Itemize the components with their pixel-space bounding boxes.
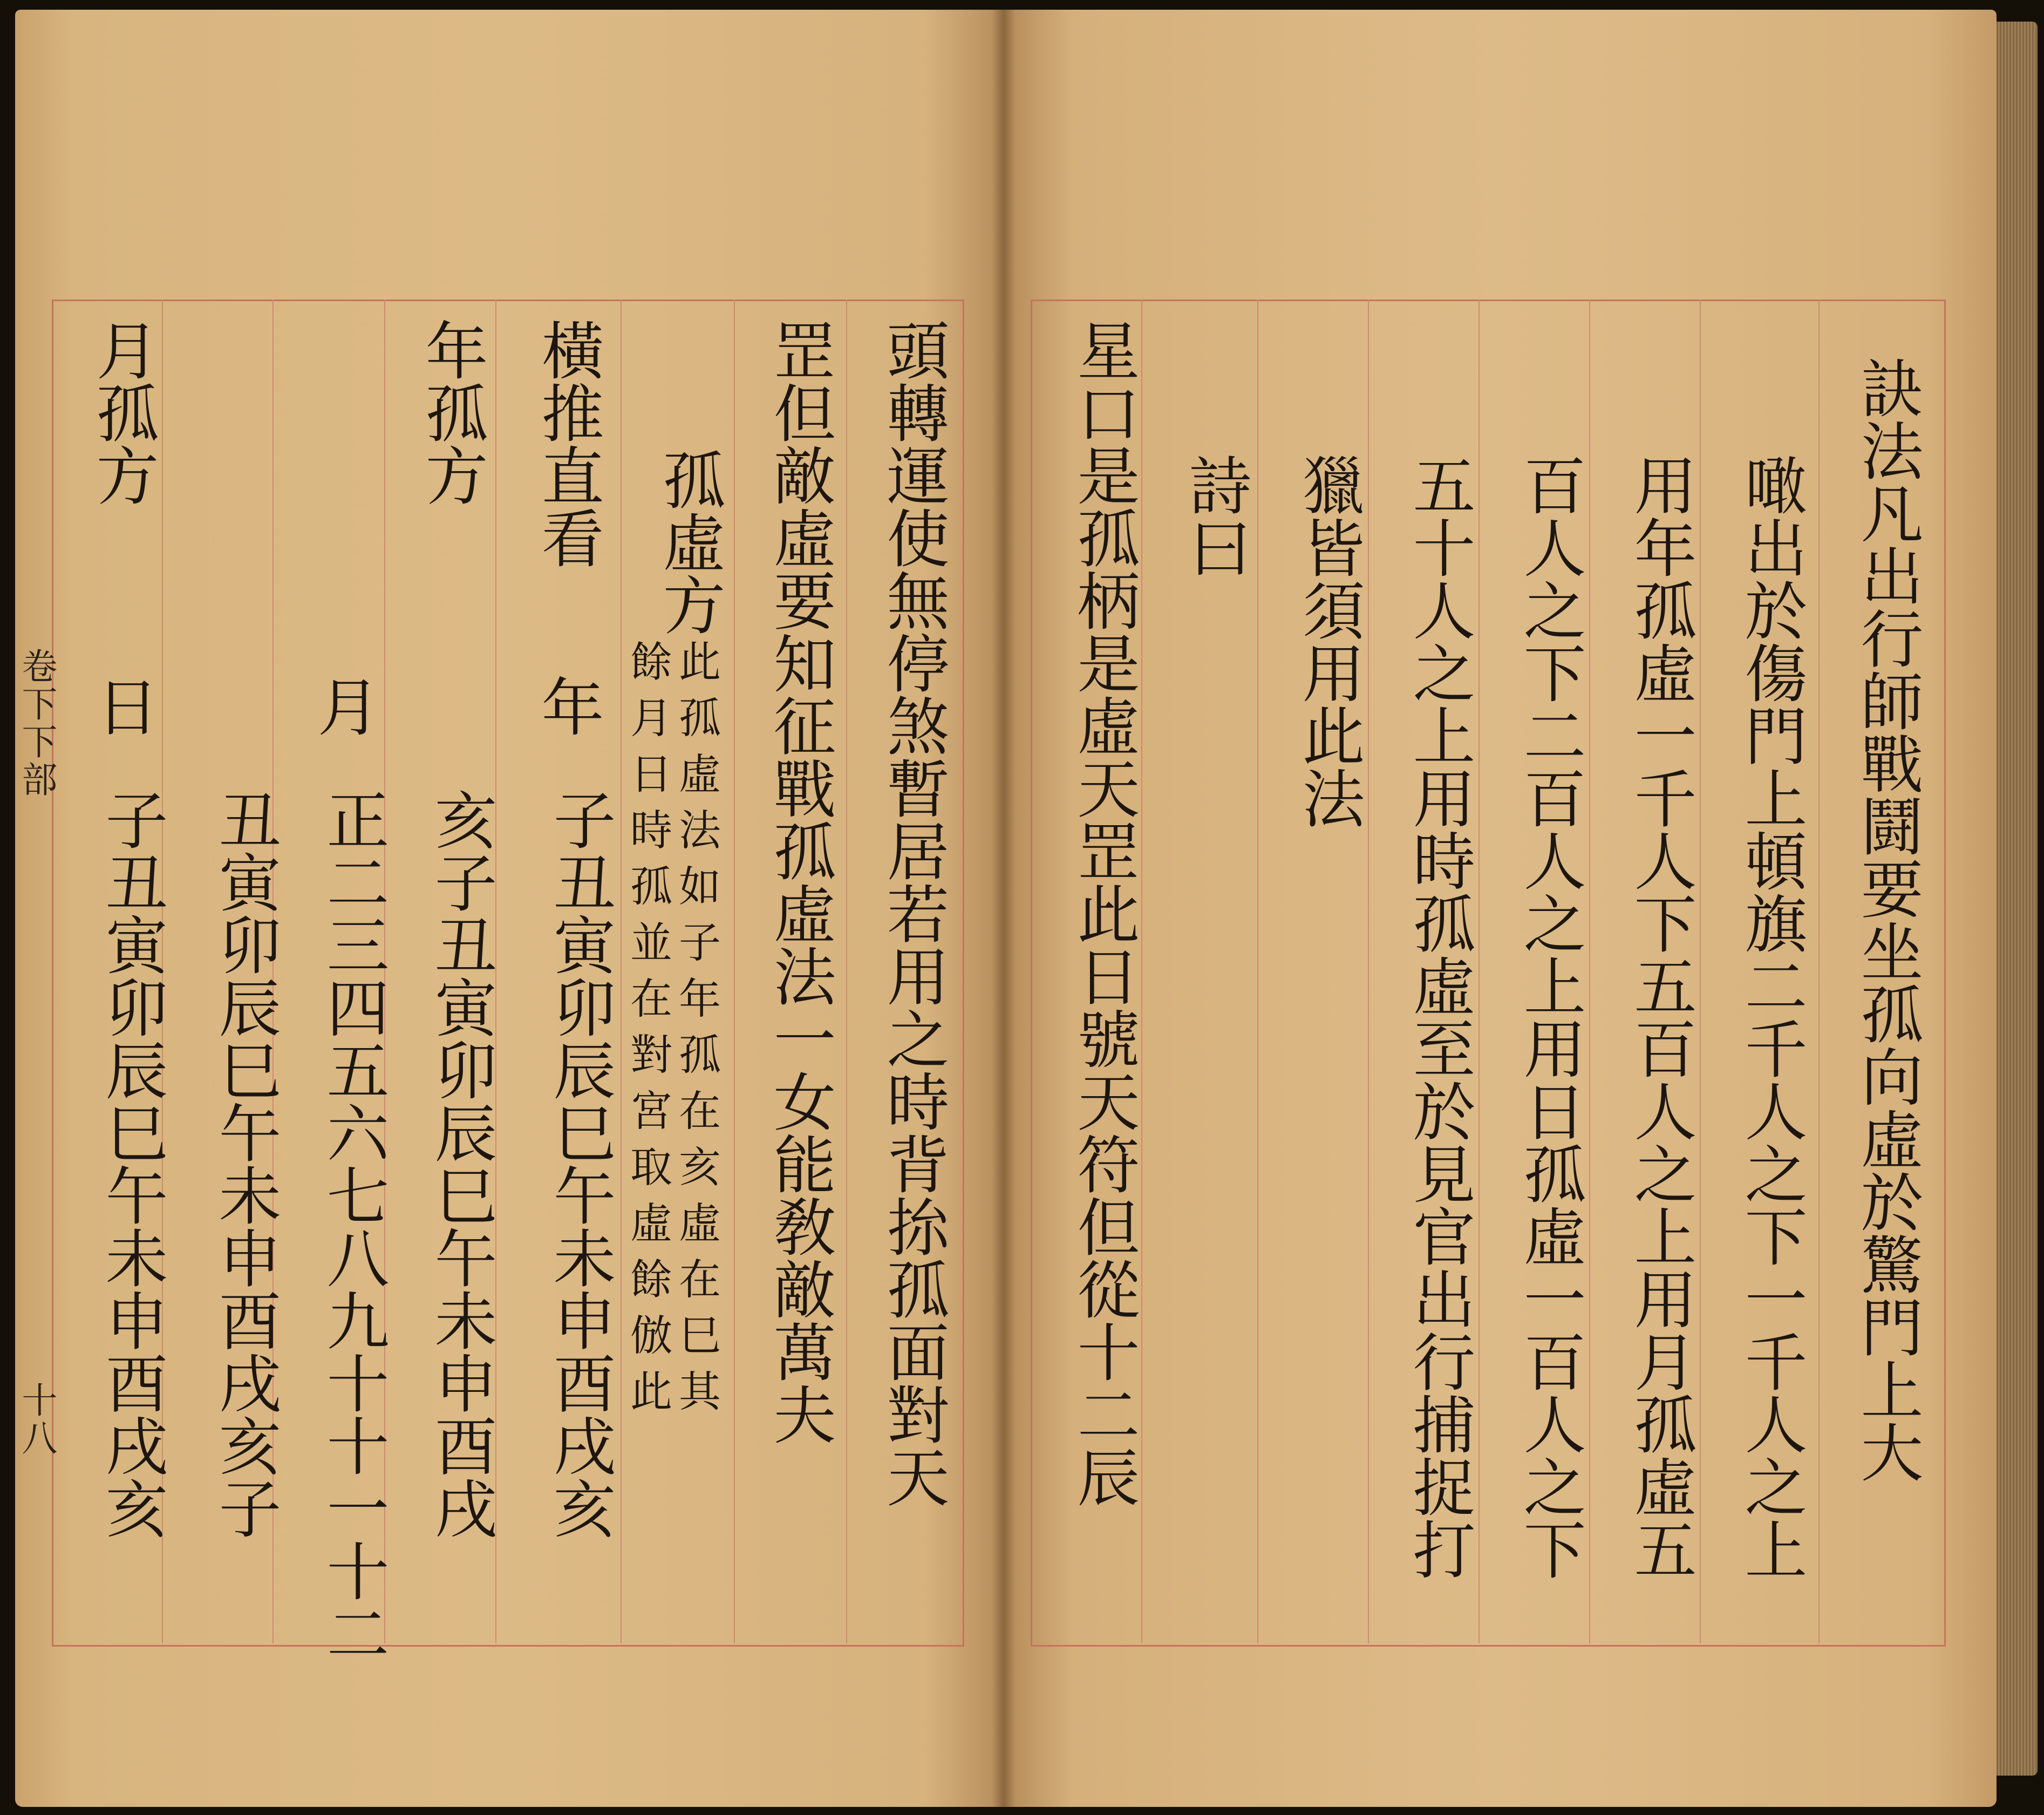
text-column-r3: 用年孤虛一千人下五百人之上用月孤虛五 [1624, 453, 1696, 1580]
year-solitary-branches: 亥子丑寅卯辰巳午未申酉戌 [424, 788, 497, 1539]
row-label-month: 月 [307, 675, 380, 737]
year-solitary-label: 年孤方 [415, 318, 488, 506]
text-column-r1: 訣法凡出行師戰鬪要坐孤向虛於驚門上大 [1850, 356, 1923, 1483]
column-rule [846, 300, 847, 1643]
column-rule [734, 300, 735, 1643]
year-branches: 子丑寅卯辰巳午未申酉戌亥 [543, 788, 616, 1539]
column-rule [1589, 300, 1590, 1643]
column-rule [1700, 300, 1701, 1643]
folio-number: 十八 [16, 1382, 57, 1457]
month-solitary-branches: 丑寅卯辰巳午未申酉戌亥子 [208, 788, 281, 1539]
table-instruction: 橫推直看 [531, 318, 604, 569]
text-column-r4: 百人之下二百人之上用日孤虛一百人之下 [1513, 453, 1586, 1580]
text-column-2: 罡但敵虛要知征戰孤虛法一女能敎敵萬夫 [763, 318, 836, 1445]
text-column-r5: 五十人之上用時孤虛至於見官出行捕捉打 [1402, 453, 1475, 1580]
text-column-1: 頭轉運使無停煞暫居若用之時背㧠孤面對天 [876, 318, 949, 1508]
row-label-year: 年 [531, 675, 604, 737]
column-rule [1818, 300, 1820, 1643]
text-column-r2: 噉出於傷門上頓旗二千人之下一千人之上 [1734, 453, 1807, 1580]
day-branches: 子丑寅卯辰巳午未申酉戌亥 [95, 788, 168, 1539]
annotation-line-1: 此孤虛法如子年孤在亥虛在巳其 [672, 640, 720, 1425]
column-rule [1479, 300, 1480, 1643]
table-heading: 孤虛方 [652, 448, 725, 636]
page-stack-edge [1991, 22, 2038, 1776]
poem-line: 星口是孤柄是虛天罡此日號天符但從十二辰 [1067, 318, 1140, 1508]
text-column-r6: 獵皆須用此法 [1292, 453, 1365, 829]
book-gutter [992, 10, 1016, 1807]
column-rule [1141, 300, 1142, 1643]
column-rule [1257, 300, 1258, 1643]
row-label-day: 日 [86, 675, 159, 737]
annotation-line-2: 餘月日時孤並在對宮取虛餘倣此 [623, 640, 672, 1425]
volume-margin-label: 卷下下部 [16, 648, 57, 799]
month-numbers: 正二三四五六七八九十十一十二 [316, 788, 389, 1664]
column-rule [1368, 300, 1369, 1643]
month-solitary-label: 月孤方 [86, 318, 159, 506]
poem-heading: 詩曰 [1178, 453, 1251, 579]
